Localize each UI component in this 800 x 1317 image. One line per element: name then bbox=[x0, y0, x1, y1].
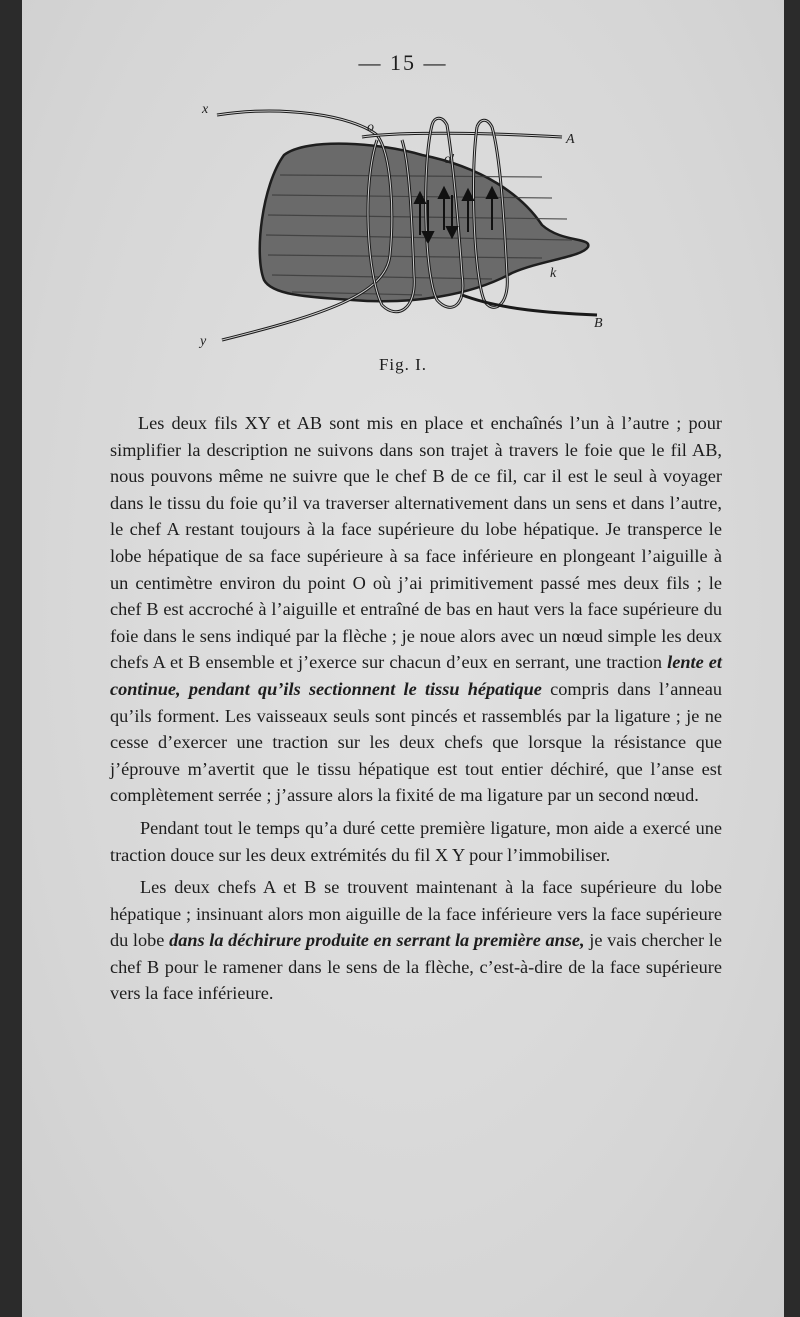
figure-caption: Fig. I. bbox=[378, 355, 428, 374]
label-y: y bbox=[200, 334, 207, 349]
paragraph-2 bbox=[110, 815, 722, 868]
paragraph-1-text-a: Les deux fils XY et AB sont mis en place et enchaînés l’un à l’autre ; pour simplifier la description ne suivons dans son trajet à travers le foie que le fil AB, nous pouvons même ne suivre que le chef B de ce fil, car il est le seul à voyager dans le tissu du foie qu’il va traverser alternativement dans un sens et dans l’autre, le chef A restant toujours à la face supérieure du lobe hépatique. Je transperce le lobe hépatique de sa face supérieure à sa face inférieure en plongeant l’aiguille à un centimètre environ du point O où j’ai primitivement passé mes deux fils ; le chef B est accroché à l’aiguille et entraîné de bas en haut vers la face supérieure du foie dans le sens indiqué par la flèche ; je noue alors avec un nœud simple les deux chefs A et B ensemble et j’exerce sur chacun d’eux en serrant, une traction bbox=[110, 413, 722, 673]
label-x: x bbox=[202, 102, 209, 117]
label-o: o bbox=[367, 120, 374, 135]
paragraph-3-italic: dans la déchirure produite en serrant la première anse, bbox=[169, 930, 585, 951]
paragraph-3 bbox=[110, 874, 722, 1007]
label-o-prime: o' bbox=[444, 152, 454, 167]
label-k: k bbox=[550, 266, 557, 281]
body-text bbox=[110, 410, 722, 1013]
liver-ligature-figure bbox=[22, 95, 784, 355]
paragraph-1-italic: lente et continue, pendant qu’ils sectionnent le tissu hépatique bbox=[110, 652, 722, 699]
paragraph-1-text-b: compris dans l’anneau qu’ils forment. Les vaisseaux seuls sont pincés et rassemblés par la ligature ; je ne cesse d’exercer une traction sur les deux chefs que lorsque la résistance que j’éprouve m’avertit que le tissu hépatique est tout entier déchiré, que l’anse est complètement serrée ; j’assure alors la fixité de ma ligature par un second nœud. bbox=[110, 678, 722, 806]
paragraph-3-text-b: je vais chercher le chef B pour le ramener dans le sens de la flèche, c’est-à-dire de la face supérieure vers la face inférieure. bbox=[110, 930, 722, 1004]
paragraph-2-text: Pendant tout le temps qu’a duré cette première ligature, mon aide a exercé une traction douce sur les deux extrémités du fil X Y pour l’immobiliser. bbox=[110, 817, 722, 865]
label-b: B bbox=[594, 316, 603, 331]
paragraph-3-text-a: Les deux chefs A et B se trouvent maintenant à la face supérieure du lobe hépatique ; insinuant alors mon aiguille de la face inférieure vers la face supérieure du lobe bbox=[110, 877, 722, 951]
page-number: — 15 — bbox=[358, 50, 448, 75]
book-page bbox=[22, 0, 784, 1317]
label-a: A bbox=[566, 132, 575, 147]
paragraph-1 bbox=[110, 410, 722, 809]
